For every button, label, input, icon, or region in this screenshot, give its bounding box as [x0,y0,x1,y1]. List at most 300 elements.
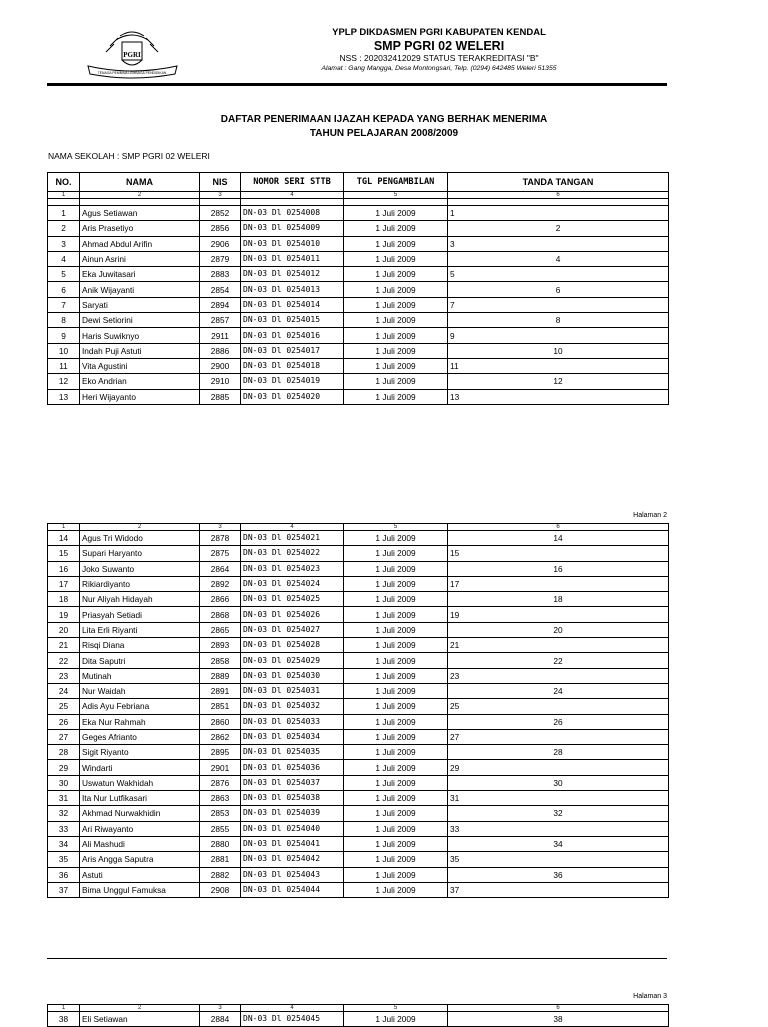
row-number: 26 [48,714,80,729]
row-pickup-date: 1 Juli 2009 [344,622,448,637]
row-number: 24 [48,683,80,698]
row-name: Rikiardiyanto [80,576,200,591]
row-name: Indah Puji Astuti [80,343,200,358]
row-number: 25 [48,699,80,714]
table-row [48,622,669,637]
table-row [48,699,669,714]
table-header-row [48,173,669,192]
row-number: 21 [48,638,80,653]
column-index: 6 [448,192,669,199]
col-header-no: NO. [48,173,80,192]
row-signature: 27 [448,729,669,744]
row-nis: 2901 [200,760,241,775]
row-number: 10 [48,343,80,358]
table-row [48,607,669,622]
row-name: Ainun Asrini [80,251,200,266]
row-name: Heri Wijayanto [80,389,200,404]
row-signature: 9 [448,328,669,343]
row-signature: 12 [448,374,669,389]
row-name: Vita Agustini [80,358,200,373]
row-nis: 2864 [200,561,241,576]
row-pickup-date: 1 Juli 2009 [344,389,448,404]
row-nis: 2882 [200,867,241,882]
row-number: 1 [48,206,80,221]
row-signature: 18 [448,592,669,607]
row-signature: 7 [448,297,669,312]
row-serial-number: DN-03 Dl 0254019 [241,374,344,389]
row-nis: 2900 [200,358,241,373]
row-serial-number: DN-03 Dl 0254014 [241,297,344,312]
row-serial-number: DN-03 Dl 0254037 [241,775,344,790]
col-header-nama: NAMA [80,173,200,192]
row-number: 19 [48,607,80,622]
table-row [48,358,669,373]
row-signature: 8 [448,313,669,328]
row-name: Supari Haryanto [80,546,200,561]
table-row [48,653,669,668]
row-number: 37 [48,882,80,897]
row-serial-number: DN-03 Dl 0254018 [241,358,344,373]
row-nis: 2866 [200,592,241,607]
row-nis: 2891 [200,683,241,698]
column-index: 3 [200,192,241,199]
table-row [48,282,669,297]
row-serial-number: DN-03 Dl 0254030 [241,668,344,683]
row-signature: 30 [448,775,669,790]
table-row [48,852,669,867]
row-pickup-date: 1 Juli 2009 [344,683,448,698]
row-signature: 32 [448,806,669,821]
table-row [48,836,669,851]
row-nis: 2886 [200,343,241,358]
row-number: 34 [48,836,80,851]
column-index-row [48,192,669,199]
col-header-tgl: TGL PENGAMBILAN [344,173,448,192]
row-pickup-date: 1 Juli 2009 [344,760,448,775]
school-name-label: NAMA SEKOLAH : SMP PGRI 02 WELERI [48,151,210,161]
row-number: 9 [48,328,80,343]
row-pickup-date: 1 Juli 2009 [344,267,448,282]
row-signature: 17 [448,576,669,591]
row-number: 5 [48,267,80,282]
row-pickup-date: 1 Juli 2009 [344,328,448,343]
row-name: Dewi Setiorini [80,313,200,328]
row-serial-number: DN-03 Dl 0254015 [241,313,344,328]
row-signature: 16 [448,561,669,576]
row-pickup-date: 1 Juli 2009 [344,576,448,591]
table-row [48,775,669,790]
row-nis: 2862 [200,729,241,744]
row-number: 4 [48,251,80,266]
row-signature: 38 [448,1012,669,1027]
row-signature: 23 [448,668,669,683]
row-name: Risqi Diana [80,638,200,653]
row-pickup-date: 1 Juli 2009 [344,358,448,373]
row-nis: 2852 [200,206,241,221]
table-row [48,683,669,698]
column-index: 2 [80,1005,200,1012]
row-serial-number: DN-03 Dl 0254041 [241,836,344,851]
table-row [48,561,669,576]
row-number: 27 [48,729,80,744]
table-row [48,343,669,358]
row-nis: 2906 [200,236,241,251]
row-name: Haris Suwiknyo [80,328,200,343]
row-name: Astuti [80,867,200,882]
row-name: Agus Tri Widodo [80,531,200,546]
table-row [48,714,669,729]
page-label-2: Halaman 2 [633,512,667,519]
row-number: 6 [48,282,80,297]
table-row [48,821,669,836]
row-name: Nur Aliyah Hidayah [80,592,200,607]
column-index: 1 [48,192,80,199]
row-pickup-date: 1 Juli 2009 [344,343,448,358]
svg-text:PGRI: PGRI [123,51,141,59]
row-nis: 2865 [200,622,241,637]
table-row [48,206,669,221]
row-nis: 2889 [200,668,241,683]
row-name: Geges Afrianto [80,729,200,744]
row-nis: 2856 [200,221,241,236]
row-signature: 28 [448,745,669,760]
table-row [48,729,669,744]
row-signature: 13 [448,389,669,404]
row-nis: 2853 [200,806,241,821]
spacer-row [48,199,669,206]
row-pickup-date: 1 Juli 2009 [344,714,448,729]
row-name: Aris Prasetiyo [80,221,200,236]
row-serial-number: DN-03 Dl 0254012 [241,267,344,282]
row-serial-number: DN-03 Dl 0254010 [241,236,344,251]
row-nis: 2878 [200,531,241,546]
row-serial-number: DN-03 Dl 0254009 [241,221,344,236]
table-row [48,638,669,653]
row-name: Ari Riwayanto [80,821,200,836]
column-index: 5 [344,524,448,531]
row-serial-number: DN-03 Dl 0254017 [241,343,344,358]
row-number: 17 [48,576,80,591]
row-pickup-date: 1 Juli 2009 [344,699,448,714]
svg-text:TENAGA PEMBINA LEMBAGA PENDIDI: TENAGA PEMBINA LEMBAGA PENDIDIKAN [97,71,167,75]
row-serial-number: DN-03 Dl 0254027 [241,622,344,637]
row-signature: 4 [448,251,669,266]
row-name: Sigit Riyanto [80,745,200,760]
row-nis: 2851 [200,699,241,714]
row-number: 8 [48,313,80,328]
row-serial-number: DN-03 Dl 0254036 [241,760,344,775]
receipt-table-page-1 [47,172,669,405]
row-number: 22 [48,653,80,668]
row-name: Lita Erli Riyanti [80,622,200,637]
row-serial-number: DN-03 Dl 0254013 [241,282,344,297]
table-row [48,328,669,343]
row-nis: 2879 [200,251,241,266]
row-nis: 2885 [200,389,241,404]
row-serial-number: DN-03 Dl 0254043 [241,867,344,882]
row-name: Windarti [80,760,200,775]
row-signature: 24 [448,683,669,698]
row-serial-number: DN-03 Dl 0254042 [241,852,344,867]
row-name: Priasyah Setiadi [80,607,200,622]
header-rule [47,83,667,86]
row-signature: 22 [448,653,669,668]
column-index: 6 [448,1005,669,1012]
table-row [48,374,669,389]
row-nis: 2854 [200,282,241,297]
header-school: SMP PGRI 02 WELERI [373,39,505,53]
row-pickup-date: 1 Juli 2009 [344,653,448,668]
row-nis: 2911 [200,328,241,343]
row-number: 36 [48,867,80,882]
table-row [48,882,669,897]
row-number: 13 [48,389,80,404]
row-number: 29 [48,760,80,775]
column-index: 1 [48,524,80,531]
row-serial-number: DN-03 Dl 0254011 [241,251,344,266]
row-serial-number: DN-03 Dl 0254045 [241,1012,344,1027]
row-signature: 20 [448,622,669,637]
row-name: Agus Setiawan [80,206,200,221]
row-number: 3 [48,236,80,251]
document-title: DAFTAR PENERIMAAN IJAZAH KEPADA YANG BERHAK MENERIMA [220,114,548,125]
table-row [48,592,669,607]
row-nis: 2883 [200,267,241,282]
table-row [48,251,669,266]
row-pickup-date: 1 Juli 2009 [344,668,448,683]
row-pickup-date: 1 Juli 2009 [344,607,448,622]
row-pickup-date: 1 Juli 2009 [344,236,448,251]
row-signature: 1 [448,206,669,221]
row-serial-number: DN-03 Dl 0254008 [241,206,344,221]
row-number: 18 [48,592,80,607]
row-signature: 6 [448,282,669,297]
row-pickup-date: 1 Juli 2009 [344,251,448,266]
table-row [48,806,669,821]
row-signature: 21 [448,638,669,653]
row-signature: 5 [448,267,669,282]
row-pickup-date: 1 Juli 2009 [344,821,448,836]
column-index: 3 [200,1005,241,1012]
row-signature: 11 [448,358,669,373]
row-pickup-date: 1 Juli 2009 [344,592,448,607]
column-index: 5 [344,192,448,199]
row-number: 35 [48,852,80,867]
row-pickup-date: 1 Juli 2009 [344,867,448,882]
row-name: Anik Wijayanti [80,282,200,297]
row-signature: 33 [448,821,669,836]
row-signature: 14 [448,531,669,546]
header-nss: NSS : 202032412029 STATUS TERAKREDITASI "B" [339,53,539,63]
row-nis: 2880 [200,836,241,851]
table-row [48,297,669,312]
row-serial-number: DN-03 Dl 0254028 [241,638,344,653]
row-signature: 34 [448,836,669,851]
column-index: 2 [80,524,200,531]
row-pickup-date: 1 Juli 2009 [344,206,448,221]
row-signature: 25 [448,699,669,714]
row-nis: 2863 [200,791,241,806]
table-row [48,745,669,760]
col-header-seri: NOMOR SERI STTB [241,173,344,192]
row-name: Nur Waidah [80,683,200,698]
row-serial-number: DN-03 Dl 0254033 [241,714,344,729]
row-serial-number: DN-03 Dl 0254022 [241,546,344,561]
header-address: Alamat : Gang Mangga, Desa Montongsari, Telp. (0294) 642485 Weleri 51355 [321,65,557,72]
row-serial-number: DN-03 Dl 0254024 [241,576,344,591]
row-pickup-date: 1 Juli 2009 [344,745,448,760]
row-name: Eli Setiawan [80,1012,200,1027]
row-nis: 2875 [200,546,241,561]
row-signature: 3 [448,236,669,251]
row-pickup-date: 1 Juli 2009 [344,561,448,576]
row-signature: 37 [448,882,669,897]
row-number: 28 [48,745,80,760]
row-signature: 10 [448,343,669,358]
col-header-nis: NIS [200,173,241,192]
row-signature: 19 [448,607,669,622]
column-index: 3 [200,524,241,531]
row-serial-number: DN-03 Dl 0254044 [241,882,344,897]
row-number: 31 [48,791,80,806]
row-number: 32 [48,806,80,821]
column-index: 4 [241,192,344,199]
row-nis: 2858 [200,653,241,668]
column-index: 4 [241,1005,344,1012]
row-pickup-date: 1 Juli 2009 [344,638,448,653]
row-pickup-date: 1 Juli 2009 [344,1012,448,1027]
table-row [48,791,669,806]
row-signature: 26 [448,714,669,729]
row-nis: 2855 [200,821,241,836]
row-serial-number: DN-03 Dl 0254034 [241,729,344,744]
row-serial-number: DN-03 Dl 0254032 [241,699,344,714]
col-header-tanda-tangan: TANDA TANGAN [448,173,669,192]
table-row [48,668,669,683]
row-nis: 2893 [200,638,241,653]
row-pickup-date: 1 Juli 2009 [344,221,448,236]
table-row [48,1012,669,1027]
column-index-row [48,524,669,531]
row-serial-number: DN-03 Dl 0254040 [241,821,344,836]
table-row [48,313,669,328]
row-nis: 2876 [200,775,241,790]
row-nis: 2868 [200,607,241,622]
row-nis: 2857 [200,313,241,328]
row-serial-number: DN-03 Dl 0254031 [241,683,344,698]
row-number: 23 [48,668,80,683]
row-number: 12 [48,374,80,389]
table-row [48,576,669,591]
row-pickup-date: 1 Juli 2009 [344,806,448,821]
row-pickup-date: 1 Juli 2009 [344,775,448,790]
row-pickup-date: 1 Juli 2009 [344,852,448,867]
row-name: Akhmad Nurwakhidin [80,806,200,821]
row-pickup-date: 1 Juli 2009 [344,791,448,806]
row-signature: 2 [448,221,669,236]
row-name: Dita Saputri [80,653,200,668]
row-number: 15 [48,546,80,561]
row-name: Aris Angga Saputra [80,852,200,867]
page-label-3: Halaman 3 [633,993,667,1000]
row-pickup-date: 1 Juli 2009 [344,546,448,561]
row-number: 14 [48,531,80,546]
row-serial-number: DN-03 Dl 0254026 [241,607,344,622]
row-number: 20 [48,622,80,637]
row-serial-number: DN-03 Dl 0254023 [241,561,344,576]
row-number: 11 [48,358,80,373]
table-row [48,867,669,882]
table-row [48,221,669,236]
page-separator [47,958,667,959]
column-index-row [48,1005,669,1012]
header-org: YPLP DIKDASMEN PGRI KABUPATEN KENDAL [332,27,546,38]
row-serial-number: DN-03 Dl 0254038 [241,791,344,806]
row-signature: 36 [448,867,669,882]
column-index: 1 [48,1005,80,1012]
row-serial-number: DN-03 Dl 0254035 [241,745,344,760]
row-name: Mutinah [80,668,200,683]
table-row [48,760,669,775]
row-nis: 2910 [200,374,241,389]
table-row [48,531,669,546]
row-number: 2 [48,221,80,236]
row-pickup-date: 1 Juli 2009 [344,282,448,297]
table-row [48,267,669,282]
row-pickup-date: 1 Juli 2009 [344,297,448,312]
table-row [48,236,669,251]
column-index: 6 [448,524,669,531]
row-serial-number: DN-03 Dl 0254020 [241,389,344,404]
row-pickup-date: 1 Juli 2009 [344,836,448,851]
row-nis: 2860 [200,714,241,729]
document-subtitle: TAHUN PELAJARAN 2008/2009 [309,128,459,139]
row-pickup-date: 1 Juli 2009 [344,531,448,546]
row-name: Adis Ayu Febriana [80,699,200,714]
row-nis: 2881 [200,852,241,867]
row-nis: 2892 [200,576,241,591]
row-serial-number: DN-03 Dl 0254025 [241,592,344,607]
row-signature: 29 [448,760,669,775]
column-index: 2 [80,192,200,199]
table-row [48,389,669,404]
row-pickup-date: 1 Juli 2009 [344,882,448,897]
row-name: Joko Suwanto [80,561,200,576]
row-nis: 2884 [200,1012,241,1027]
row-name: Ahmad Abdul Arifin [80,236,200,251]
row-pickup-date: 1 Juli 2009 [344,374,448,389]
row-serial-number: DN-03 Dl 0254039 [241,806,344,821]
row-name: Bima Unggul Famuksa [80,882,200,897]
row-serial-number: DN-03 Dl 0254021 [241,531,344,546]
row-signature: 31 [448,791,669,806]
row-pickup-date: 1 Juli 2009 [344,729,448,744]
row-name: Ita Nur Lutfikasari [80,791,200,806]
row-name: Uswatun Wakhidah [80,775,200,790]
row-serial-number: DN-03 Dl 0254016 [241,328,344,343]
row-name: Saryati [80,297,200,312]
row-number: 7 [48,297,80,312]
row-name: Eka Nur Rahmah [80,714,200,729]
row-number: 33 [48,821,80,836]
row-signature: 35 [448,852,669,867]
column-index: 5 [344,1005,448,1012]
row-nis: 2908 [200,882,241,897]
column-index: 4 [241,524,344,531]
row-number: 30 [48,775,80,790]
row-pickup-date: 1 Juli 2009 [344,313,448,328]
row-name: Eko Andrian [80,374,200,389]
